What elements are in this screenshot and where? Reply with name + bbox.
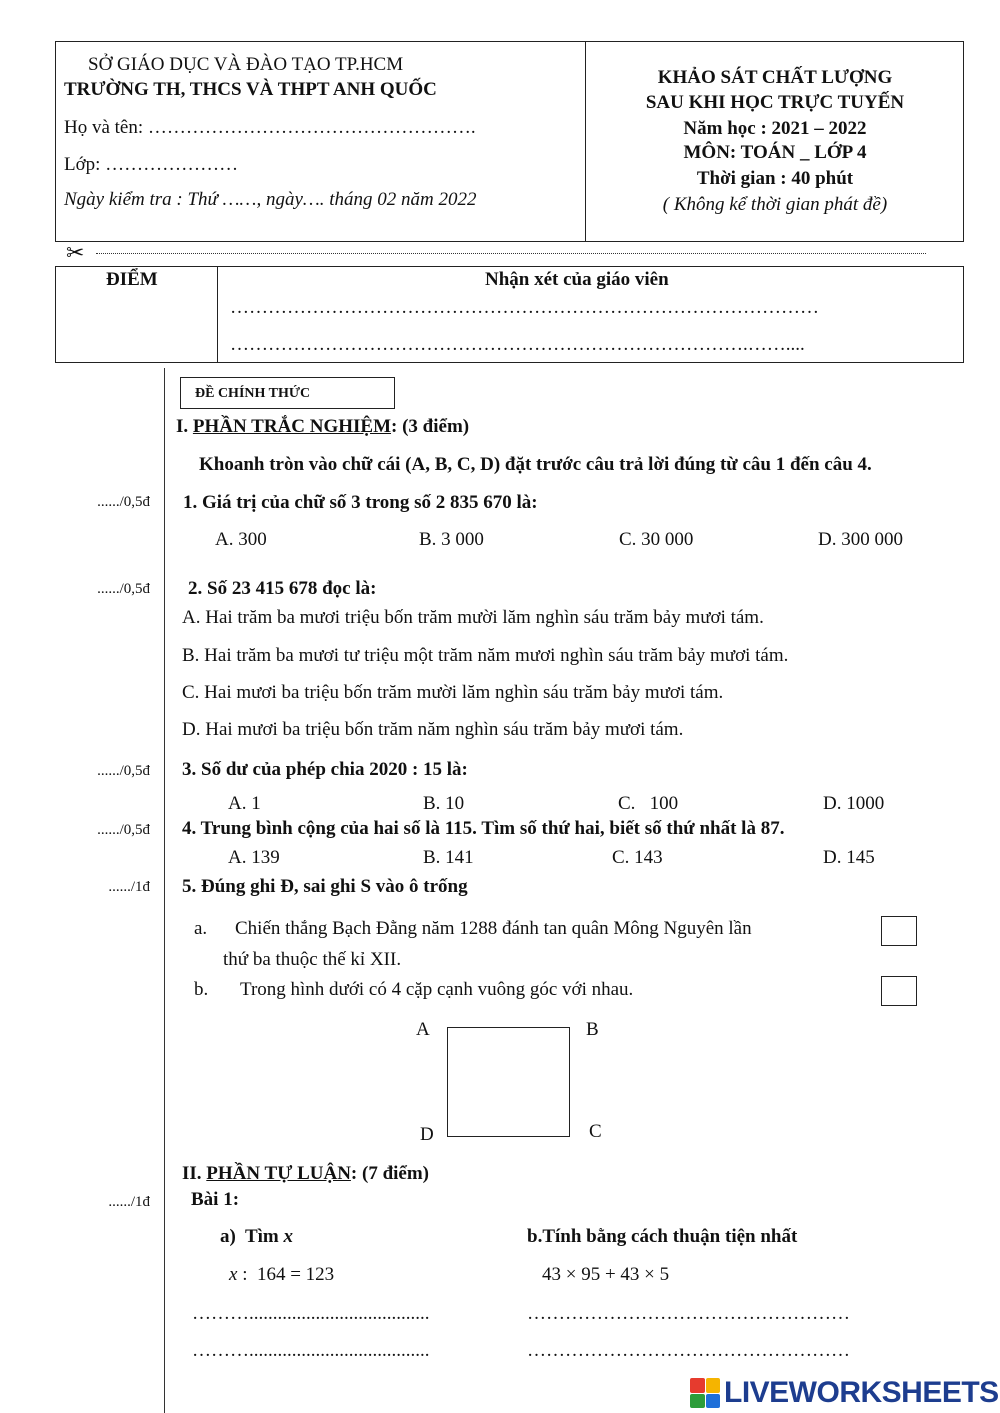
q3-option-b[interactable]: B. 10 (423, 793, 465, 814)
vertex-c-label: C (589, 1121, 602, 1142)
bai1b-expression: 43 × 95 + 43 × 5 (542, 1264, 670, 1285)
q5b-label: b. (194, 979, 209, 1000)
bai1a-answer-line-1[interactable]: ………...................................... (192, 1303, 430, 1324)
department-name: SỞ GIÁO DỤC VÀ ĐÀO TẠO TP.HCM (88, 54, 404, 75)
bai1a-label-text: a) Tìm (220, 1226, 284, 1247)
q4-option-b[interactable]: B. 141 (423, 847, 474, 868)
q1-text: 1. Giá trị của chữ số 3 trong số 2 835 670 là: (183, 492, 538, 513)
q5a-label: a. (194, 918, 208, 939)
teacher-comment-line-2[interactable]: ……………………………………………………………………….…….... (230, 334, 805, 355)
vertex-d-label: D (420, 1124, 434, 1145)
q3-text: 3. Số dư của phép chia 2020 : 15 là: (182, 759, 468, 780)
q2-option-b[interactable]: B. Hai trăm ba mươi tư triệu một trăm năm mươi nghìn sáu trăm bảy mươi tám. (182, 645, 789, 666)
bai1a-label (220, 1226, 293, 1248)
q1-option-b[interactable]: B. 3 000 (419, 529, 484, 550)
school-name: TRƯỜNG TH, THCS VÀ THPT ANH QUỐC (64, 79, 437, 100)
q2-text: 2. Số 23 415 678 đọc là: (188, 578, 377, 599)
bai1a-expression (229, 1264, 334, 1286)
q2-option-a[interactable]: A. Hai trăm ba mươi triệu bốn trăm mười lăm nghìn sáu trăm bảy mươi tám. (182, 607, 764, 628)
liveworksheets-watermark (690, 1377, 999, 1409)
q3-option-d[interactable]: D. 1000 (823, 793, 885, 814)
q5a-text-line-2: thứ ba thuộc thế kỉ XII. (223, 949, 402, 970)
part2-title: PHẦN TỰ LUẬN (206, 1163, 351, 1184)
q4-text: 4. Trung bình cộng của hai số là 115. Tìm số thứ hai, biết số thứ nhất là 87. (182, 818, 785, 839)
q5b-answer-box[interactable] (881, 976, 917, 1006)
margin-line (164, 368, 165, 1413)
q2-option-d[interactable]: D. Hai mươi ba triệu bốn trăm năm nghìn sáu trăm bảy mươi tám. (182, 719, 684, 740)
exam-title-1: KHẢO SÁT CHẤT LƯỢNG (657, 67, 893, 88)
q3-score[interactable]: ....../0,5đ (97, 763, 150, 779)
q4-option-c[interactable]: C. 143 (612, 847, 663, 868)
subject: MÔN: TOÁN _ LỚP 4 (683, 142, 867, 163)
q4-option-a[interactable]: A. 139 (228, 847, 280, 868)
part1-instruction: Khoanh tròn vào chữ cái (A, B, C, D) đặt trước câu trả lời đúng từ câu 1 đến câu 4. (199, 454, 872, 475)
grade-divider (217, 266, 218, 363)
liveworksheets-logo-icon (690, 1378, 720, 1408)
q2-score[interactable]: ....../0,5đ (97, 581, 150, 597)
q3-option-a[interactable]: A. 1 (228, 793, 261, 814)
q1-score[interactable]: ....../0,5đ (97, 494, 150, 510)
duration-note: ( Không kể thời gian phát đề) (662, 194, 888, 215)
bai1b-answer-line-2[interactable]: …………………………………………… (527, 1340, 850, 1361)
bai1-title: Bài 1: (191, 1189, 240, 1210)
official-exam-label: ĐỀ CHÍNH THỨC (180, 377, 395, 409)
vertex-a-label: A (416, 1019, 430, 1040)
student-name-field[interactable]: Họ và tên: ……………………………………………. (64, 117, 476, 138)
q1-option-c[interactable]: C. 30 000 (619, 529, 694, 550)
part1-prefix: I. (176, 416, 193, 437)
q4-score[interactable]: ....../0,5đ (97, 822, 150, 838)
bai1b-answer-line-1[interactable]: …………………………………………… (527, 1303, 850, 1324)
part2-points: : (7 điểm) (350, 1163, 430, 1184)
q5a-answer-box[interactable] (881, 916, 917, 946)
q3-option-c[interactable]: C. 100 (618, 793, 679, 814)
class-field[interactable]: Lớp: ………………… (64, 154, 239, 175)
q5a-text-line-1: Chiến thắng Bạch Đằng năm 1288 đánh tan quân Mông Nguyên lần (235, 918, 752, 939)
school-year: Năm học : 2021 – 2022 (683, 118, 867, 139)
q5-text: 5. Đúng ghi Đ, sai ghi S vào ô trống (182, 876, 468, 897)
cut-line (96, 253, 926, 254)
watermark-text: LIVEWORKSHEETS (724, 1376, 999, 1409)
teacher-comment-line-1[interactable]: ………………………………………………………………………………… (230, 297, 819, 318)
bai1a-expression-text: : 164 = 123 (237, 1264, 335, 1285)
part2-heading (182, 1163, 429, 1185)
part1-heading (176, 416, 469, 438)
part1-points: : (3 điểm) (391, 416, 470, 437)
q4-option-d[interactable]: D. 145 (823, 847, 875, 868)
q1-option-d[interactable]: D. 300 000 (818, 529, 903, 550)
q5-score[interactable]: ....../1đ (108, 879, 150, 895)
teacher-comment-label: Nhận xét của giáo viên (485, 269, 669, 290)
bai1a-answer-line-2[interactable]: ………...................................... (192, 1340, 430, 1361)
bai1a-expression-variable: x (229, 1264, 238, 1285)
square-abcd (447, 1027, 570, 1137)
exam-title-2: SAU KHI HỌC TRỰC TUYẾN (645, 92, 905, 113)
part1-title: PHẦN TRẮC NGHIỆM (192, 416, 392, 437)
exam-date-field[interactable]: Ngày kiểm tra : Thứ ……, ngày…. tháng 02 năm 2022 (64, 189, 477, 210)
part2-prefix: II. (182, 1163, 207, 1184)
q5b-text: Trong hình dưới có 4 cặp cạnh vuông góc với nhau. (240, 979, 634, 1000)
scissors-icon: ✂ (66, 241, 85, 266)
duration: Thời gian : 40 phút (696, 168, 854, 189)
q2-option-c[interactable]: C. Hai mươi ba triệu bốn trăm mười lăm nghìn sáu trăm bảy mươi tám. (182, 682, 724, 703)
bai1a-variable: x (283, 1226, 294, 1247)
q1-option-a[interactable]: A. 300 (215, 529, 267, 550)
vertex-b-label: B (586, 1019, 599, 1040)
score-label: ĐIỂM (106, 269, 158, 290)
bai1-score[interactable]: ....../1đ (108, 1194, 150, 1210)
bai1b-label: b.Tính bằng cách thuận tiện nhất (527, 1226, 798, 1247)
